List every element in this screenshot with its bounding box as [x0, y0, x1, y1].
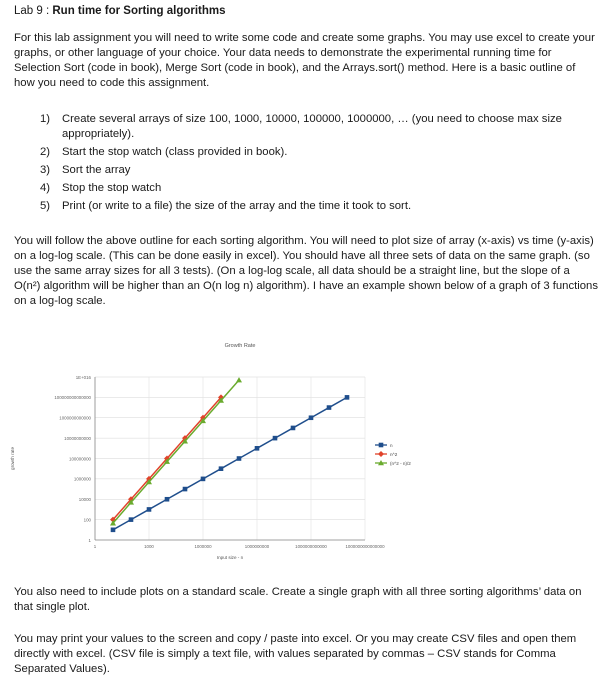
y-tick-label: 1E+016	[75, 374, 91, 380]
x-tick-label: 1000000000000000	[345, 544, 385, 549]
data-point	[129, 517, 134, 522]
data-point	[237, 456, 242, 461]
x-tick-label: 1000000	[194, 544, 212, 549]
legend-label: n	[390, 442, 393, 448]
chart-title: Growth Rate	[224, 343, 256, 349]
x-tick-label: 1000	[144, 544, 154, 549]
y-tick-label: 10000000000	[64, 435, 91, 441]
x-tick-label: 1000000000000	[295, 544, 327, 549]
y-tick-label: 100	[83, 517, 91, 523]
data-point	[165, 497, 170, 502]
x-tick-label: 1000000000	[244, 544, 270, 549]
y-tick-label: 1000000000000	[59, 415, 91, 421]
legend-marker	[379, 443, 384, 448]
y-tick-label: 10000	[78, 497, 91, 503]
data-point	[219, 466, 224, 471]
outline-list	[40, 112, 595, 217]
lab-title	[14, 4, 226, 19]
data-point	[309, 415, 314, 420]
y-tick-label: 100000000	[69, 456, 91, 462]
data-point	[327, 405, 332, 410]
y-tick-label: 1	[88, 537, 91, 543]
title-bold: Run time for Sorting algorithms	[52, 5, 226, 17]
list-item: 4) Stop the stop watch	[40, 182, 162, 194]
data-point	[345, 395, 350, 400]
legend-marker	[378, 451, 384, 457]
y-tick-label: 100000000000000	[54, 395, 91, 401]
data-point	[255, 446, 260, 451]
x-tick-label: 1	[93, 544, 97, 549]
growth-rate-chart	[0, 338, 610, 573]
y-axis-label: growth rate	[10, 447, 15, 470]
data-point	[201, 477, 206, 482]
list-item: 3) Sort the array	[40, 164, 131, 176]
x-axis-label: Input size - n	[216, 555, 244, 560]
intro-paragraph: For this lab assignment you will need to write some code and create some graphs. You may use excel to create your graphs, or other language of your choice. Your data needs to demonstrate the experimental running time for Selection Sort (code in book), Merge Sort (code in book), and the Arrays.sort() method. Here is a basic outline of how you need to code this assignment.	[14, 32, 595, 89]
y-tick-label: 1000000	[73, 476, 91, 482]
list-item: 1) Create several arrays of size 100, 1000, 10000, 100000, 1000000, … (you need to choose max size appropriately).	[40, 113, 562, 140]
follow-paragraph: You will follow the above outline for each sorting algorithm. You will need to plot size of array (x-axis) vs time (y-axis) on a log-log scale. (This can be done easily in excel). You should have all three sets of data on the same graph. (so use the same array sizes for all 3 tests). (On a log-log scale, all data should be a straight line, but the slope of a O(n²) algorithm will be higher than an O(n log n) algorithm). I have an example shown below of a graph of 3 functions on a log-log scale.	[14, 235, 598, 307]
plots-paragraph: You also need to include plots on a standard scale. Create a single graph with all three sorting algorithms’ data on that single plot.	[14, 586, 582, 613]
data-point	[273, 436, 278, 441]
list-item: 2) Start the stop watch (class provided in book).	[40, 146, 288, 158]
title-prefix: Lab 9 :	[14, 5, 53, 17]
data-point	[147, 507, 152, 512]
list-item: 5) Print (or write to a file) the size of the array and the time it took to sort.	[40, 200, 412, 212]
data-point	[183, 487, 188, 492]
legend-label: (n^2 - n)/2	[390, 460, 411, 466]
print-paragraph: You may print your values to the screen and copy / paste into excel. Or you may create CSV files and open them directly with excel. (CSV file is simply a text file, with values separated by commas – CSV stands for Comma Separated Values).	[14, 633, 577, 675]
data-point	[111, 528, 116, 533]
data-point	[236, 377, 242, 382]
data-point	[291, 426, 296, 431]
legend-label: n^2	[390, 451, 398, 457]
